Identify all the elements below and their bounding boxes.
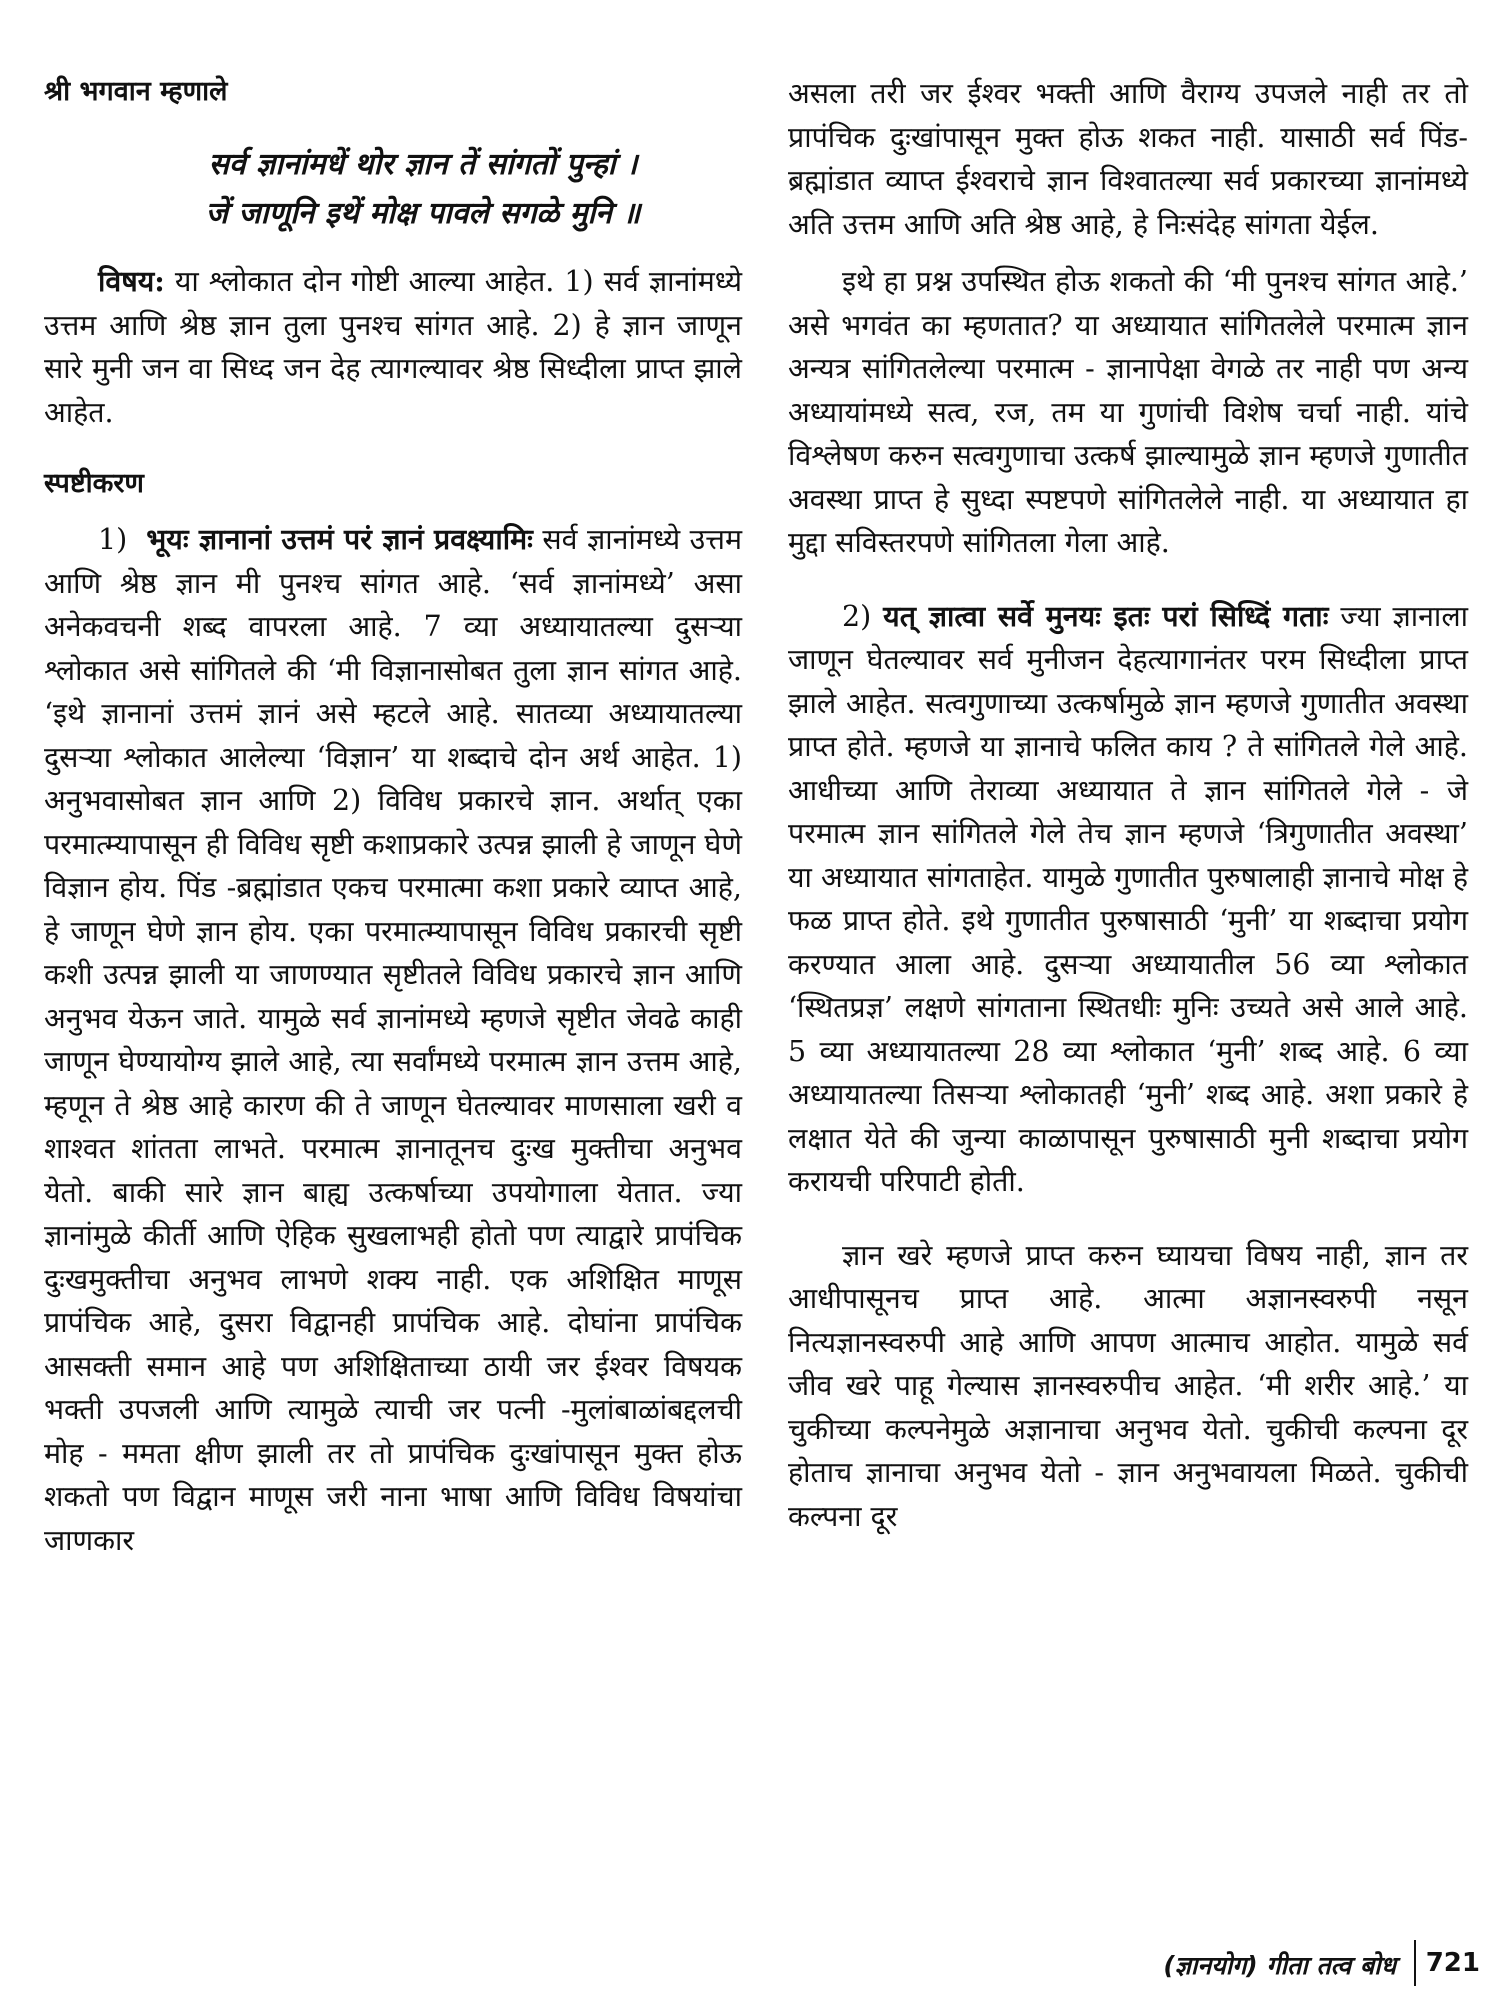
page-footer	[1080, 1944, 1488, 1990]
verse	[104, 140, 742, 238]
point2-paragraph	[788, 595, 1468, 1204]
subject-text: या श्लोकात दोन गोष्टी आल्या आहेत. 1) सर्व ज्ञानांमध्ये उत्तम आणि श्रेष्ठ ज्ञान तुला पुनश्च सांगत आहे. 2) हे ज्ञान जाणून सारे मुनी जन वा सिध्द जन देह त्यागल्यावर श्रेष्ठ सिध्दीला प्राप्त झाले आहेत.	[44, 265, 743, 429]
right-column	[788, 72, 1468, 1538]
right-paragraph-2: इथे हा प्रश्न उपस्थित होऊ शकतो की ‘मी पुनश्च सांगत आहे.’ असे भगवंत का म्हणतात? या अध्यायात सांगितलेले परमात्म ज्ञान अन्यत्र सांगितलेल्या परमात्म - ज्ञानापेक्षा वेगळे तर नाही पण अन्य अध्यायांमध्ये सत्व, रज, तम या गुणांची विशेष चर्चा नाही. यांचे विश्लेषण करुन सत्वगुणाचा उत्कर्ष झाल्यामुळे ज्ञान म्हणजे गुणातीत अवस्था प्राप्त हे सुध्दा स्पष्टपणे सांगितलेले नाही. या अध्यायात हा मुद्दा सविस्तरपणे सांगितला गेला आहे.	[788, 265, 1468, 559]
verse-line-2: जें जाणूनि इथें मोक्ष पावले सगळे मुनि ॥	[205, 196, 641, 231]
point1-paragraph	[44, 518, 742, 1562]
verse-line-1: सर्व ज्ञानांमधें थोर ज्ञान तें सांगतों पुन्हां ।	[208, 147, 638, 182]
point1-text: सर्व ज्ञानांमध्ये उत्तम आणि श्रेष्ठ ज्ञान मी पुनश्च सांगत आहे. ‘सर्व ज्ञानांमध्ये’ असा अनेकवचनी शब्द वापरला आहे. 7 व्या अध्यायातल्या दुसऱ्या श्लोकात असे सांगितले की ‘मी विज्ञानासोबत तुला ज्ञान सांगत आहे. ‘इथे ज्ञानानां उत्तमं ज्ञानं असे म्हटले आहे. सातव्या अध्यायातल्या दुसऱ्या श्लोकात आलेल्या ‘विज्ञान’ या शब्दाचे दोन अर्थ आहेत. 1) अनुभवासोबत ज्ञान आणि 2) विविध प्रकारचे ज्ञान. अर्थात् एका परमात्म्यापासून ही विविध सृष्टी कशाप्रकारे उत्पन्न झाली हे जाणून घेणे विज्ञान होय. पिंड -ब्रह्मांडात एकच परमात्मा कशा प्रकारे व्याप्त आहे, हे जाणून घेणे ज्ञान होय. एका परमात्म्यापासून विविध प्रकारची सृष्टी कशी उत्पन्न झाली या जाणण्यात सृष्टीतले विविध प्रकारचे ज्ञान आणि अनुभव येऊन जाते. यामुळे सर्व ज्ञानांमध्ये म्हणजे सृष्टीत जेवढे काही जाणून घेण्यायोग्य झाले आहे, त्या सर्वांमध्ये परमात्म ज्ञान उत्तम आहे, म्हणून ते श्रेष्ठ आहे कारण की ते जाणून घेतल्यावर माणसाला खरी व शाश्वत शांतता लाभते. परमात्म ज्ञानातूनच दुःख मुक्तीचा अनुभव येतो. बाकी सारे ज्ञान बाह्य उत्कर्षाच्या उपयोगाला येतात. ज्या ज्ञानांमुळे कीर्ती आणि ऐहिक सुखलाभही होतो पण त्याद्वारे प्रापंचिक दुःखमुक्तीचा अनुभव लाभणे शक्य नाही. एक अशिक्षित माणूस प्रापंचिक आहे, दुसरा विद्वानही प्रापंचिक आहे. दोघांना प्रापंचिक आसक्ती समान आहे पण अशिक्षिताच्या ठायी जर ईश्वर विषयक भक्ती उपजली आणि त्यामुळे त्याची जर पत्नी -मुलांबाळांबद्दलची मोह - ममता क्षीण झाली तर तो प्रापंचिक दुःखांपासून मुक्त होऊ शकतो पण विद्वान माणूस जरी नाना भाषा आणि विविध विषयांचा जाणकार	[44, 523, 742, 1557]
point2-number: 2)	[842, 599, 872, 633]
point2-quote: यत् ज्ञात्वा सर्वे मुनयः इतः परां सिध्दिं गताः	[883, 598, 1329, 633]
footer-title: (ज्ञानयोग) गीता तत्व बोध	[1163, 1951, 1396, 1980]
right-paragraph-4: ज्ञान खरे म्हणजे प्राप्त करुन घ्यायचा विषय नाही, ज्ञान तर आधीपासूनच प्राप्त आहे. आत्मा अज्ञानस्वरुपी नसून नित्यज्ञानस्वरुपी आहे आणि आपण आत्माच आहोत. यामुळे सर्व जीव खरे पाहू गेल्यास ज्ञानस्वरुपीच आहेत. ‘मी शरीर आहे.’ या चुकीच्या कल्पनेमुळे अज्ञानाचा अनुभव येतो. चुकीची कल्पना दूर होताच ज्ञानाचा अनुभव येतो - ज्ञान अनुभवायला मिळते. चुकीची कल्पना दूर	[788, 1238, 1468, 1533]
explanation-heading: स्पष्टीकरण	[44, 468, 144, 499]
point1-number: 1)	[98, 523, 128, 556]
left-column	[44, 72, 742, 1562]
right-paragraph-1: असला तरी जर ईश्वर भक्ती आणि वैराग्य उपजले नाही तर तो प्रापंचिक दुःखांपासून मुक्त होऊ शकत नाही. यासाठी सर्व पिंड-ब्रह्मांडात व्याप्त ईश्वराचे ज्ञान विश्वातल्या सर्व प्रकारच्या ज्ञानांमध्ये अति उत्तम आणि अति श्रेष्ठ आहे, हे निःसंदेह सांगता येईल.	[788, 77, 1468, 241]
page-number: 721	[1425, 1948, 1480, 1978]
point2-text: ज्या ज्ञानाला जाणून घेतल्यावर सर्व मुनीजन देहत्यागानंतर परम सिध्दीला प्राप्त झाले आहेत. सत्वगुणाच्या उत्कर्षामुळे ज्ञान म्हणजे गुणातीत अवस्था प्राप्त होते. म्हणजे या ज्ञानाचे फलित काय ? ते सांगितले गेले आहे. आधीच्या आणि तेराव्या अध्यायात ते ज्ञान सांगितले गेले - जे परमात्म ज्ञान सांगितले गेले तेच ज्ञान म्हणजे ‘त्रिगुणातीत अवस्था’ या अध्यायात सांगताहेत. यामुळे गुणातीत पुरुषालाही ज्ञानाचे मोक्ष हे फळ प्राप्त होते. इथे गुणातीत पुरुषासाठी ‘मुनी’ या शब्दाचा प्रयोग करण्यात आला आहे. दुसऱ्या अध्यायातील 56 व्या श्लोकात ‘स्थितप्रज्ञ’ लक्षणे सांगताना स्थितधीः मुनिः उच्यते असे आले आहे. 5 व्या अध्यायातल्या 28 व्या श्लोकात ‘मुनी’ शब्द आहे. 6 व्या अध्यायातल्या तिसऱ्या श्लोकातही ‘मुनी’ शब्द आहे. अशा प्रकारे हे लक्षात येते की जुन्या काळापासून पुरुषासाठी मुनी शब्दाचा प्रयोग करायची परिपाटी होती.	[788, 599, 1469, 1198]
speaker-heading: श्री भगवान म्हणाले	[44, 76, 228, 107]
point1-quote: भूयः ज्ञानानां उत्तमं परं ज्ञानं प्रवक्ष्यामिः	[146, 522, 533, 556]
subject-paragraph	[44, 260, 742, 434]
subject-label: विषय:	[98, 264, 165, 298]
footer-divider	[1414, 1940, 1416, 1986]
